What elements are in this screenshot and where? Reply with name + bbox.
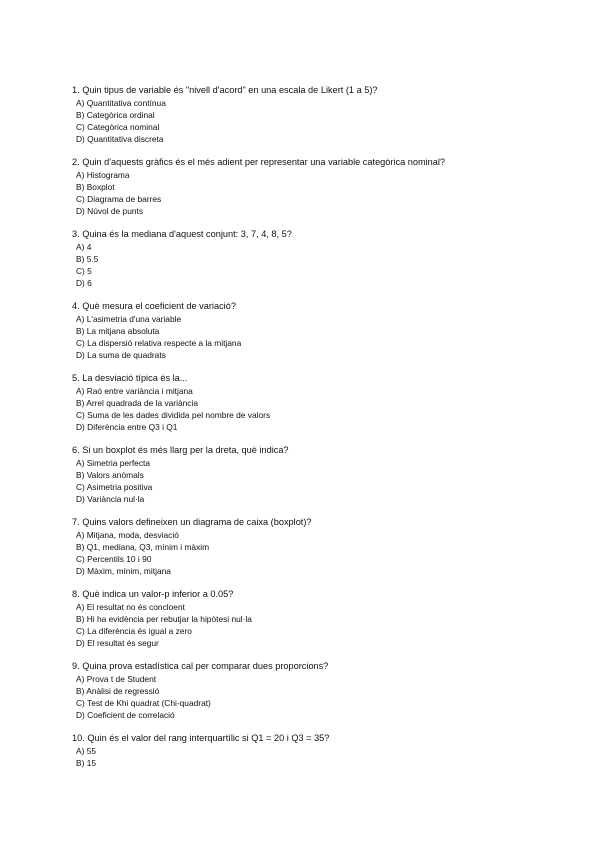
option-c: C) Categòrica nominal [76, 122, 160, 133]
option-b: B) Arrel quadrada de la variància [76, 398, 198, 409]
option-a: A) Prova t de Student [76, 674, 157, 684]
option-b: B) Q1, mediana, Q3, mínim i màxim [76, 542, 210, 553]
option-a: A) L'asimetria d'una variable [76, 314, 182, 324]
option-c: C) Diagrama de barres [76, 194, 162, 205]
question-text: 7. Quins valors defineixen un diagrama de caixa (boxplot)? [72, 517, 312, 527]
option-b: B) La mitjana absoluta [76, 326, 160, 337]
question-text: 3. Quina és la mediana d'aquest conjunt: 3, 7, 4, 8, 5? [72, 229, 292, 239]
option-d: D) Diferència entre Q3 i Q1 [76, 422, 178, 433]
option-b: B) Hi ha evidència per rebutjar la hipòtesi nul·la [76, 614, 252, 625]
option-c: C) La dispersió relativa respecte a la mitjana [76, 338, 242, 349]
option-d: D) Quantitativa discreta [76, 134, 164, 145]
option-list [76, 673, 211, 721]
option-a: A) 55 [76, 746, 97, 756]
option-a: A) Mitjana, moda, desviació [76, 530, 179, 540]
option-a: A) Quantitativa contínua [76, 98, 166, 108]
option-d: D) El resultat és segur [76, 638, 159, 649]
question-text: 4. Què mesura el coeficient de variació? [72, 301, 236, 311]
option-list [76, 241, 98, 289]
option-c: C) Percentils 10 i 90 [76, 554, 152, 565]
question-text: 8. Què indica un valor-p inferior a 0.05? [72, 589, 234, 599]
question-text: 6. Si un boxplot és més llarg per la dreta, què indica? [72, 445, 289, 455]
question-text: 10. Quin és el valor del rang interquartílic si Q1 = 20 i Q3 = 35? [72, 733, 330, 743]
option-list [76, 169, 161, 217]
option-c: C) Asimetria positiva [76, 482, 153, 493]
question-text: 2. Quin d'aquests gràfics és el més adient per representar una variable categòrica nominal? [72, 157, 446, 167]
option-b: B) Valors anòmals [76, 470, 144, 481]
option-list [76, 97, 166, 145]
option-c: C) Suma de les dades dividida pel nombre de valors [76, 410, 271, 421]
option-a: A) El resultat no és concloent [76, 602, 185, 612]
option-d: D) Núvol de punts [76, 206, 144, 217]
question-text: 5. La desviació típica és la... [72, 373, 188, 383]
option-a: A) Raó entre variància i mitjana [76, 386, 193, 396]
question-text: 1. Quin tipus de variable és "nivell d'acord" en una escala de Likert (1 a 5)? [72, 85, 378, 95]
option-list [76, 313, 241, 361]
option-a: A) Histograma [76, 170, 130, 180]
option-d: D) La suma de quadrats [76, 350, 166, 361]
question-text: 9. Quina prova estadística cal per comparar dues proporcions? [72, 661, 329, 671]
option-d: D) 6 [76, 278, 92, 289]
option-d: D) Màxim, mínim, mitjana [76, 566, 171, 577]
option-list [76, 745, 96, 769]
option-list [76, 385, 270, 433]
option-d: D) Coeficient de correlació [76, 710, 175, 721]
option-d: D) Variància nul·la [76, 494, 145, 505]
option-b: B) Anàlisi de regressió [76, 686, 160, 697]
option-b: B) Categòrica ordinal [76, 110, 155, 121]
option-list [76, 601, 252, 649]
option-list [76, 457, 152, 505]
option-b: B) 15 [76, 758, 97, 769]
option-c: C) La diferència és igual a zero [76, 626, 192, 637]
option-c: C) 5 [76, 266, 92, 277]
option-a: A) 4 [76, 242, 92, 252]
option-b: B) 5.5 [76, 254, 99, 265]
option-b: B) Boxplot [76, 182, 115, 193]
option-a: A) Simetria perfecta [76, 458, 151, 468]
option-list [76, 529, 209, 577]
option-c: C) Test de Khi quadrat (Chi-quadrat) [76, 698, 211, 709]
